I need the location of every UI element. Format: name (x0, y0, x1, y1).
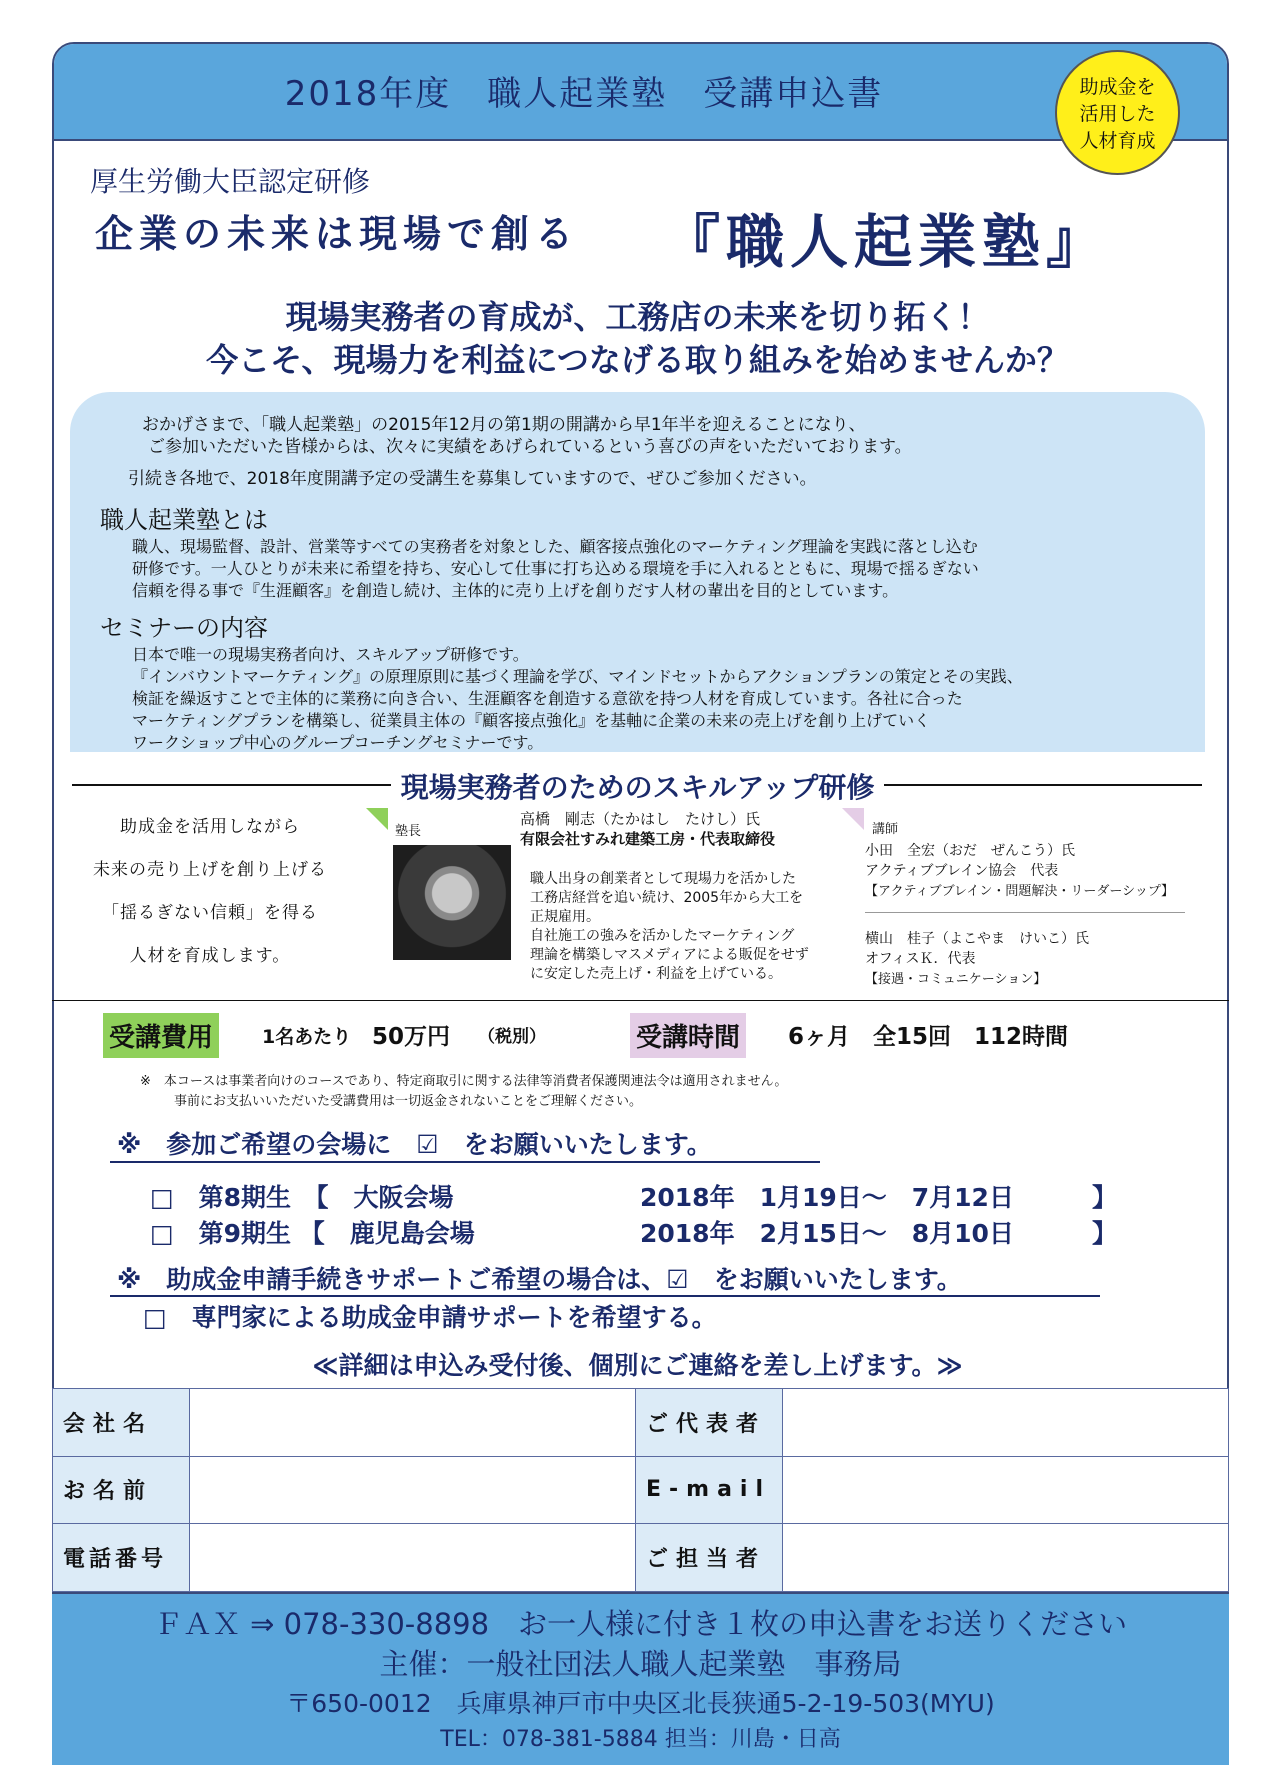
left-message-line: 助成金を活用しながら (120, 817, 300, 837)
section-heading: セミナーの内容 (100, 614, 268, 642)
left-message-line: 「揺るぎない信頼」を得る (102, 903, 318, 923)
bio-line: 職人出身の創業者として現場力を活かした (530, 871, 796, 887)
lecturer-2-name: 横山 桂子（よこやま けいこ）氏 (865, 931, 1089, 947)
bio-line: 工務店経営を追い続け、2005年から大工を (530, 890, 804, 906)
left-message-line: 未来の売り上げを創り上げる (93, 860, 327, 880)
footer (52, 1592, 1229, 1765)
intro-text: おかげさまで、「職人起業塾」の2015年12月の第1期の開講から早1年半を迎えることになり、 (142, 415, 866, 435)
title-bar (54, 44, 1227, 141)
support-instruction: ※ 助成金申請手続きサポートご希望の場合は、☑ をお願いいたします。 (117, 1265, 962, 1294)
name-field[interactable] (190, 1456, 636, 1524)
name-label: お名前 (53, 1456, 190, 1524)
bio-line: に安定した売上げ・利益を上げている。 (530, 966, 782, 982)
phone-field[interactable] (190, 1524, 636, 1592)
email-label: E-mail (636, 1456, 783, 1524)
headline-2: 今こそ、現場力を利益につなげる取り組みを始めませんか？ (206, 341, 1069, 379)
company-field[interactable] (190, 1389, 636, 1457)
intro-panel (70, 392, 1205, 752)
intro-text: 職人、現場監督、設計、営業等すべての実務者を対象とした、顧客接点強化のマーケティング理論を実践に落とし込む (132, 537, 978, 556)
subsidy-badge (1055, 50, 1180, 175)
venue-option-kagoshima[interactable]: □ 第9期生 【 鹿児島会場 (150, 1219, 475, 1248)
badge-line: 活用した (1079, 103, 1156, 125)
fax-line: ＦＡＸ ⇒ 078-330-8898 お一人様に付き１枚の申込書をお送りください (153, 1607, 1128, 1641)
person-label: ご担当者 (636, 1524, 783, 1592)
intro-text: 検証を繰返すことで主体的に業務に向き合い、生涯顧客を創造する意欲を持つ人材を育成しています。各社に合った (132, 689, 963, 708)
badge-line: 人材育成 (1079, 130, 1156, 152)
intro-text: ワークショップ中心のグループコーチングセミナーです。 (132, 733, 544, 752)
left-message (75, 812, 345, 966)
lecturer-1-name: 小田 全宏（おだ ぜんこう）氏 (865, 843, 1075, 859)
intro-text: 信頼を得る事で『生涯顧客』を創造し続け、主体的に売り上げを創りだす人材の輩出を目的としています。 (132, 581, 899, 600)
page-title: 2018年度 職人起業塾 受講申込書 (284, 74, 884, 114)
organizer: 主催：一般社団法人職人起業塾 事務局 (379, 1647, 902, 1681)
support-underline (110, 1295, 1100, 1297)
lecturer-1-org: アクティブブレイン協会 代表 (865, 863, 1059, 879)
section-title-wrap (0, 766, 1275, 806)
tel-line: TEL：078-381-5884 担当：川島・日高 (440, 1727, 841, 1752)
intro-text: ご参加いただいた皆様からは、次々に実績をあげられているという喜びの声をいただいております。 (148, 437, 912, 457)
representative-field[interactable] (783, 1389, 1229, 1457)
juku-tag: 塾長 (395, 824, 422, 839)
venue-instruction: ※ 参加ご希望の会場に ☑ をお願いいたします。 (117, 1130, 712, 1159)
juku-company: 有限会社すみれ建築工房・代表取締役 (520, 830, 776, 848)
section-heading: 職人起業塾とは (100, 506, 268, 534)
intro-text: マーケティングプランを構築し、従業員主体の『顧客接点強化』を基軸に企業の未来の売上げを創り上げていく (132, 711, 931, 730)
badge-line: 助成金を (1079, 76, 1156, 98)
address: 〒650-0012 兵庫県神戸市中央区北長狭通5-2-19-503(MYU) (286, 1689, 995, 1718)
legal-note: 事前にお支払いいただいた受講費用は一切返金されないことをご理解ください。 (174, 1094, 643, 1109)
juku-photo (393, 845, 511, 960)
lecturer-tag-icon (842, 808, 864, 830)
legal-note: ※ 本コースは事業者向けのコースであり、特定商取引に関する法律等消費者保護関連法令は適用されません。 (140, 1074, 788, 1089)
bio-line: 自社施工の強みを活かしたマーケティング (530, 928, 795, 944)
juku-name: 高橋 剛志（たかはし たけし）氏 (520, 810, 761, 828)
time-value: 6ヶ月 全15回 112時間 (788, 1024, 1069, 1050)
representative-label: ご代表者 (636, 1389, 783, 1457)
bio-line: 理論を構築しマスメディアによる販促をせず (530, 947, 809, 963)
section-title: 現場実務者のためのスキルアップ研修 (391, 771, 885, 804)
person-field[interactable] (783, 1524, 1229, 1592)
intro-text: 『インバウントマーケティング』の原理原則に基づく理論を学び、マインドセットからアクションプランの策定とその実践、 (132, 667, 1023, 686)
lecturer-2-org: オフィスＫ．代表 (865, 951, 976, 967)
venue-dates: 2018年 2月15日～ 8月10日 (640, 1219, 1014, 1248)
contact-note: ≪詳細は申込み受付後、個別にご連絡を差し上げます。≫ (312, 1351, 963, 1380)
venue-dates: 2018年 1月19日～ 7月12日 (640, 1183, 1014, 1212)
subtitle: 厚生労働大臣認定研修 (90, 165, 371, 198)
intro-text: 研修です。一人ひとりが未来に希望を持ち、安心して仕事に打ち込める環境を手に入れるとともに、現場で揺るぎない (132, 559, 979, 578)
venue-close: 】 (1092, 1183, 1118, 1212)
bio-line: 正規雇用。 (530, 909, 600, 925)
juku-bio (530, 870, 809, 984)
fee-per: 1名あたり (262, 1026, 352, 1048)
intro-text: 引続き各地で、2018年度開講予定の受講生を募集していますので、ぜひご参加ください。 (128, 469, 817, 489)
venue-underline (110, 1161, 820, 1163)
venue-close: 】 (1092, 1219, 1118, 1248)
lecturer-2-field: 【接遇・コミュニケーション】 (865, 972, 1047, 987)
fee-divider (52, 1000, 1229, 1001)
phone-label: 電話番号 (53, 1524, 190, 1592)
lecturer-1-field: 【アクティブブレイン・問題解決・リーダーシップ】 (865, 884, 1175, 899)
intro-text: 日本で唯一の現場実務者向け、スキルアップ研修です。 (132, 645, 529, 664)
catchphrase: 企業の未来は現場で創る (95, 211, 580, 256)
application-form (52, 1388, 1229, 1592)
fee-tax: （税別） (478, 1027, 546, 1047)
fee-amount: 50万円 (372, 1024, 451, 1050)
brand-title: 『職人起業塾』 (662, 208, 1111, 276)
company-label: 会社名 (53, 1389, 190, 1457)
headline-1: 現場実務者の育成が、工務店の未来を切り拓く！ (285, 298, 990, 336)
juku-tag-icon (366, 808, 388, 830)
venue-option-osaka[interactable]: □ 第8期生 【 大阪会場 (150, 1183, 454, 1212)
left-message-line: 人材を育成します。 (129, 946, 291, 966)
support-option[interactable]: □ 専門家による助成金申請サポートを希望する。 (143, 1303, 717, 1332)
lecturer-tag: 講師 (872, 822, 899, 837)
email-field[interactable] (783, 1456, 1229, 1524)
time-label: 受講時間 (630, 1013, 746, 1058)
fee-label: 受講費用 (103, 1013, 219, 1058)
lecturer-divider (865, 912, 1185, 913)
